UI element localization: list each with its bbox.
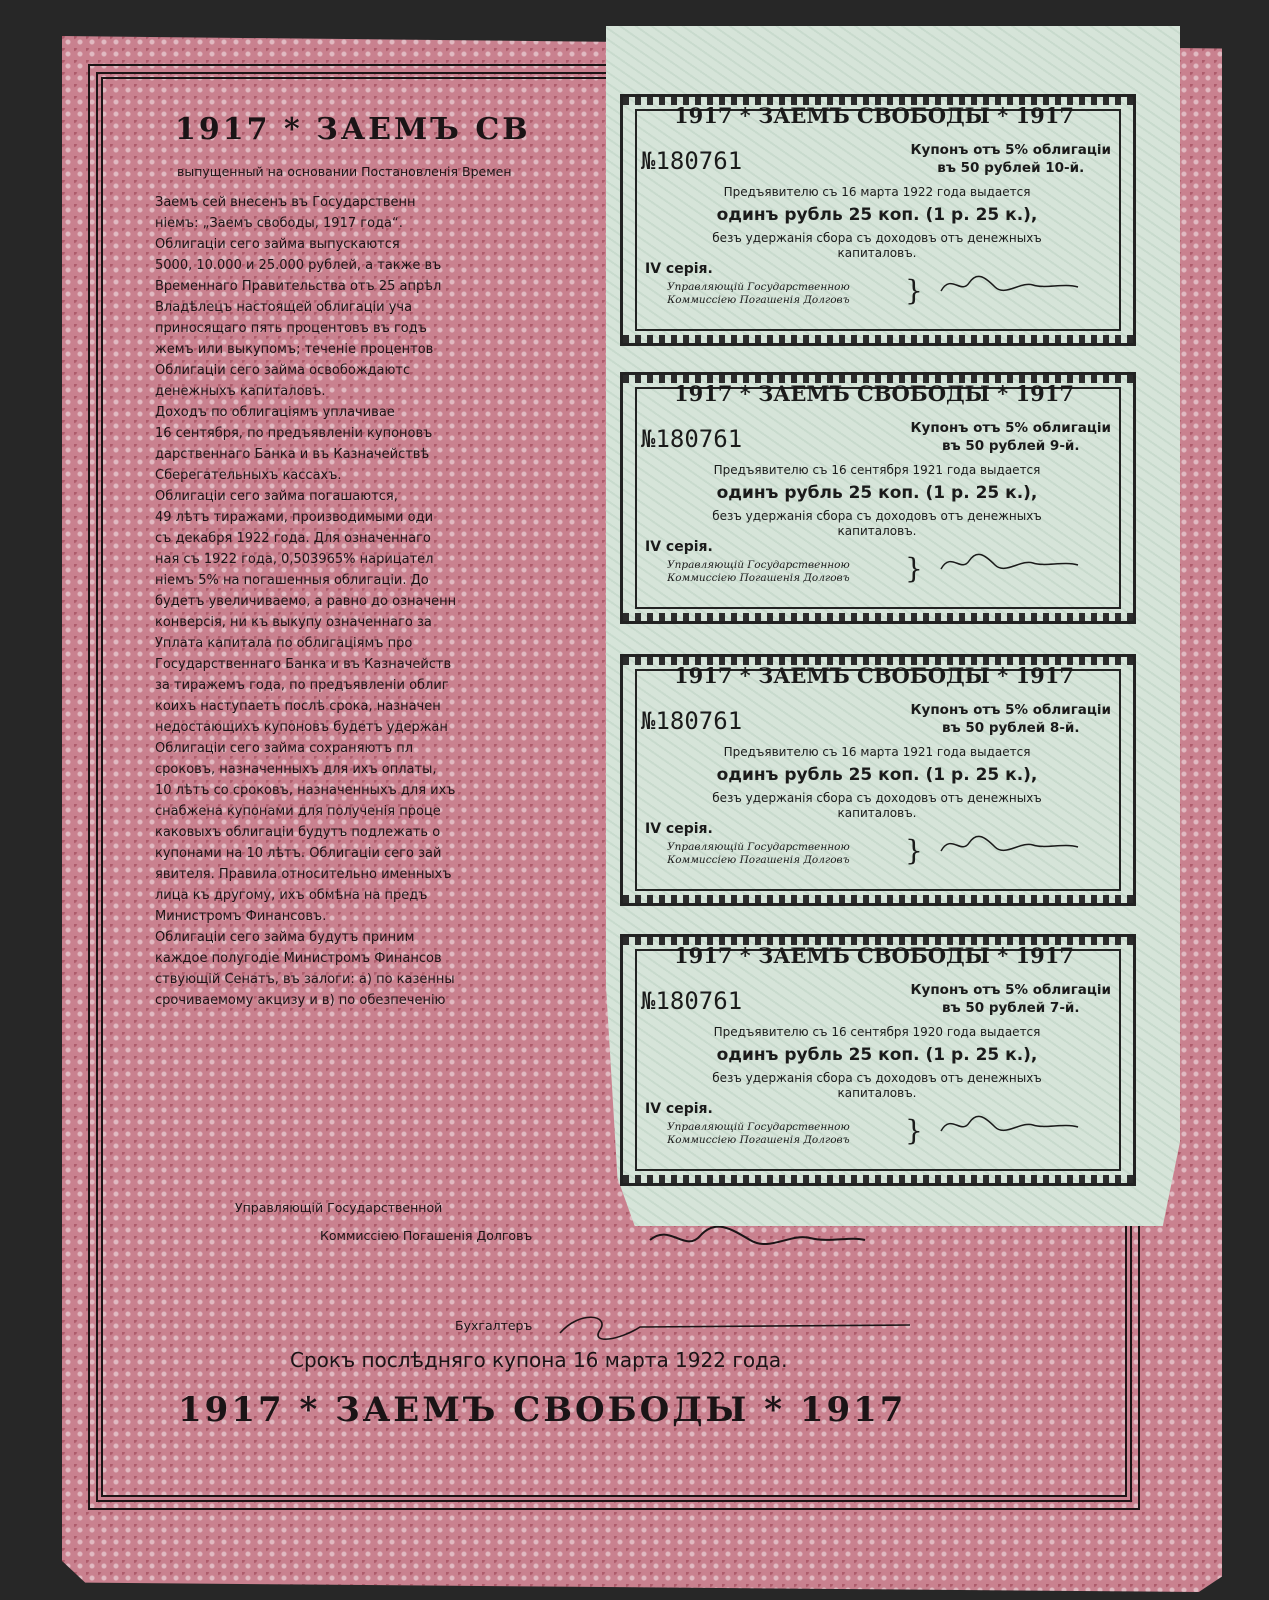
bond-subtitle: выпущенный на основании Постановленія Времен — [177, 164, 512, 179]
coupon-manager-line-2: Коммиссіею Погашенія Долговъ — [667, 854, 850, 866]
body-line: будетъ увеличиваемо, а равно до означенн — [155, 594, 457, 609]
coupon-manager-line-1: Управляющій Государственною — [667, 281, 850, 293]
coupon-tax-note — [637, 791, 1117, 821]
body-line: приносящаго пять процентовъ въ годъ — [155, 321, 427, 336]
coupon — [620, 934, 1136, 1186]
body-line: 16 сентября, по предъявленіи купоновъ — [155, 426, 433, 441]
body-line: денежныхъ капиталовъ. — [155, 384, 326, 399]
coupon-desc-line-2: въ 50 рублей 8-й. — [941, 720, 1080, 736]
coupon-issue-date: Предъявителю съ 16 марта 1922 года выдается — [723, 185, 1031, 199]
coupon-description — [911, 981, 1111, 1017]
body-line: Государственнаго Банка и въ Казначейств — [155, 657, 452, 672]
coupon-manager-line-2: Коммиссіею Погашенія Долговъ — [667, 572, 850, 584]
body-line: Сберегательныхъ кассахъ. — [155, 468, 342, 483]
accountant-label: Бухгалтеръ — [455, 1318, 533, 1333]
coupon-manager-line-1: Управляющій Государственною — [667, 559, 850, 571]
coupon — [620, 372, 1136, 624]
body-line: коихъ наступаетъ послѣ срока, назначен — [155, 699, 441, 714]
coupon-amount: одинъ рубль 25 коп. (1 р. 25 к.), — [716, 483, 1038, 503]
body-line: Временнаго Правительства отъ 25 апрѣл — [155, 279, 442, 294]
body-line: Облигаціи сего займа сохраняютъ пл — [155, 741, 414, 756]
coupon-tax-line-1: безъ удержанія сбора съ доходовъ отъ денежныхъ — [712, 1071, 1042, 1085]
manager-line-1: Управляющій Государственной — [235, 1200, 443, 1215]
coupon-tax-line-2: капиталовъ. — [837, 246, 917, 260]
coupon-amount: одинъ рубль 25 коп. (1 р. 25 к.), — [716, 765, 1038, 785]
body-line: каждое полугодіе Министромъ Финансов — [155, 951, 442, 966]
coupon-tax-note — [637, 1071, 1117, 1101]
coupon-manager — [667, 281, 850, 307]
bond-title-bottom: 1917 * ЗАЕМЪ СВОБОДЫ * 1917 — [178, 1390, 907, 1430]
coupon-desc-line-1: Купонъ отъ 5% облигаціи — [910, 420, 1111, 436]
coupon-description — [911, 701, 1111, 737]
body-line: жемъ или выкупомъ; теченіе процентов — [155, 342, 434, 357]
coupon-series: IV серія. — [645, 261, 713, 277]
body-line: лица къ другому, ихъ обмѣна на предъ — [155, 888, 428, 903]
body-line: ствующій Сенатъ, въ залоги: а) по казенны — [155, 972, 455, 987]
coupon-manager-line-2: Коммиссіею Погашенія Долговъ — [667, 294, 850, 306]
coupon-manager-line-1: Управляющій Государственною — [667, 1121, 850, 1133]
coupon-series: IV серія. — [645, 539, 713, 555]
coupon-manager-line-2: Коммиссіею Погашенія Долговъ — [667, 1134, 850, 1146]
body-line: Облигаціи сего займа освобождаютс — [155, 363, 411, 378]
coupon-desc-line-1: Купонъ отъ 5% облигаціи — [910, 702, 1111, 718]
coupon-number: №180761 — [641, 707, 743, 735]
body-line: 5000, 10.000 и 25.000 рублей, а также въ — [155, 258, 442, 273]
coupon-description — [911, 419, 1111, 455]
body-line: дарственнаго Банка и въ Казначействѣ — [155, 447, 430, 462]
body-line: Министромъ Финансовъ. — [155, 909, 327, 924]
body-line: сроковъ, назначенныхъ для ихъ оплаты, — [155, 762, 437, 777]
body-line: Облигаціи сего займа погашаются, — [155, 489, 398, 504]
body-line: Заемъ сей внесенъ въ Государственн — [155, 195, 416, 210]
coupon-amount: одинъ рубль 25 коп. (1 р. 25 к.), — [716, 205, 1038, 225]
coupon-manager — [667, 841, 850, 867]
coupon-signature — [933, 269, 1083, 299]
body-line: ніемъ: „Заемъ свободы, 1917 года“. — [155, 216, 403, 231]
body-line: съ декабря 1922 года. Для означеннаго — [155, 531, 431, 546]
coupon-desc-line-2: въ 50 рублей 7-й. — [941, 1000, 1080, 1016]
body-line: ніемъ 5% на погашенныя облигаціи. До — [155, 573, 429, 588]
body-line: снабжена купонами для полученія проце — [155, 804, 441, 819]
bond-body-text — [155, 192, 635, 1192]
coupon-tax-note — [637, 231, 1117, 261]
brace-icon: } — [905, 552, 923, 585]
bond-title-top: 1917 * ЗАЕМЪ СВ — [175, 112, 531, 147]
coupon-manager-line-1: Управляющій Государственною — [667, 841, 850, 853]
coupon-tax-line-1: безъ удержанія сбора съ доходовъ отъ денежныхъ — [712, 791, 1042, 805]
coupon-issue-date: Предъявителю съ 16 сентября 1921 года выдается — [713, 463, 1041, 477]
body-line: Уплата капитала по облигаціямъ про — [155, 636, 413, 651]
body-line: Облигаціи сего займа будутъ приним — [155, 930, 415, 945]
coupon-tax-line-1: безъ удержанія сбора съ доходовъ отъ денежныхъ — [712, 509, 1042, 523]
bond-manager-block — [235, 1194, 532, 1250]
body-line: срочиваемому акцизу и в) по обезпеченію — [155, 993, 446, 1008]
accountant-signature — [540, 1305, 920, 1345]
coupon-tax-line-2: капиталовъ. — [837, 524, 917, 538]
coupon-tax-line-2: капиталовъ. — [837, 1086, 917, 1100]
coupon-series: IV серія. — [645, 1101, 713, 1117]
brace-icon: } — [905, 834, 923, 867]
coupon-number: №180761 — [641, 147, 743, 175]
coupon — [620, 94, 1136, 346]
body-line: каковыхъ облигаціи будутъ подлежать о — [155, 825, 441, 840]
coupon — [620, 654, 1136, 906]
coupon-tax-note — [637, 509, 1117, 539]
body-line: явителя. Правила относительно именныхъ — [155, 867, 452, 882]
coupon-amount: одинъ рубль 25 коп. (1 р. 25 к.), — [716, 1045, 1038, 1065]
manager-line-2: Коммиссіею Погашенія Долговъ — [320, 1228, 533, 1243]
body-line: 10 лѣтъ со сроковъ, назначенныхъ для ихъ — [155, 783, 456, 798]
coupon-signature — [933, 547, 1083, 577]
body-line: Доходъ по облигаціямъ уплачивае — [155, 405, 395, 420]
coupon-manager — [667, 559, 850, 585]
coupon-tax-line-2: капиталовъ. — [837, 806, 917, 820]
body-line: конверсія, ни къ выкупу означеннаго за — [155, 615, 432, 630]
last-coupon-date: Срокъ послѣдняго купона 16 марта 1922 года. — [290, 1348, 788, 1372]
body-line: 49 лѣтъ тиражами, производимыми оди — [155, 510, 434, 525]
body-line: Владѣлецъ настоящей облигаціи уча — [155, 300, 413, 315]
coupon-number: №180761 — [641, 425, 743, 453]
coupon-number: №180761 — [641, 987, 743, 1015]
coupon-desc-line-2: въ 50 рублей 10-й. — [937, 160, 1085, 176]
coupon-title: 1917 * ЗАЕМЪ СВОБОДЫ * 1917 — [674, 943, 1074, 968]
body-line: недостающихъ купоновъ будетъ удержан — [155, 720, 448, 735]
coupon-issue-date: Предъявителю съ 16 марта 1921 года выдается — [723, 745, 1031, 759]
brace-icon: } — [905, 274, 923, 307]
coupon-signature — [933, 1109, 1083, 1139]
coupon-desc-line-2: въ 50 рублей 9-й. — [941, 438, 1080, 454]
coupon-signature — [933, 829, 1083, 859]
coupon-series: IV серія. — [645, 821, 713, 837]
body-line: за тиражемъ года, по предъявленіи облиг — [155, 678, 449, 693]
body-line: ная съ 1922 года, 0,503965% нарицател — [155, 552, 434, 567]
coupon-title: 1917 * ЗАЕМЪ СВОБОДЫ * 1917 — [674, 381, 1074, 406]
coupon-issue-date: Предъявителю съ 16 сентября 1920 года выдается — [713, 1025, 1041, 1039]
coupon-desc-line-1: Купонъ отъ 5% облигаціи — [910, 982, 1111, 998]
body-line: купонами на 10 лѣтъ. Облигаціи сего зай — [155, 846, 442, 861]
brace-icon: } — [905, 1114, 923, 1147]
coupon-tax-line-1: безъ удержанія сбора съ доходовъ отъ денежныхъ — [712, 231, 1042, 245]
coupon-title: 1917 * ЗАЕМЪ СВОБОДЫ * 1917 — [674, 103, 1074, 128]
coupon-description — [911, 141, 1111, 177]
coupon-desc-line-1: Купонъ отъ 5% облигаціи — [910, 142, 1111, 158]
body-line: Облигаціи сего займа выпускаются — [155, 237, 400, 252]
coupon-manager — [667, 1121, 850, 1147]
coupon-title: 1917 * ЗАЕМЪ СВОБОДЫ * 1917 — [674, 663, 1074, 688]
